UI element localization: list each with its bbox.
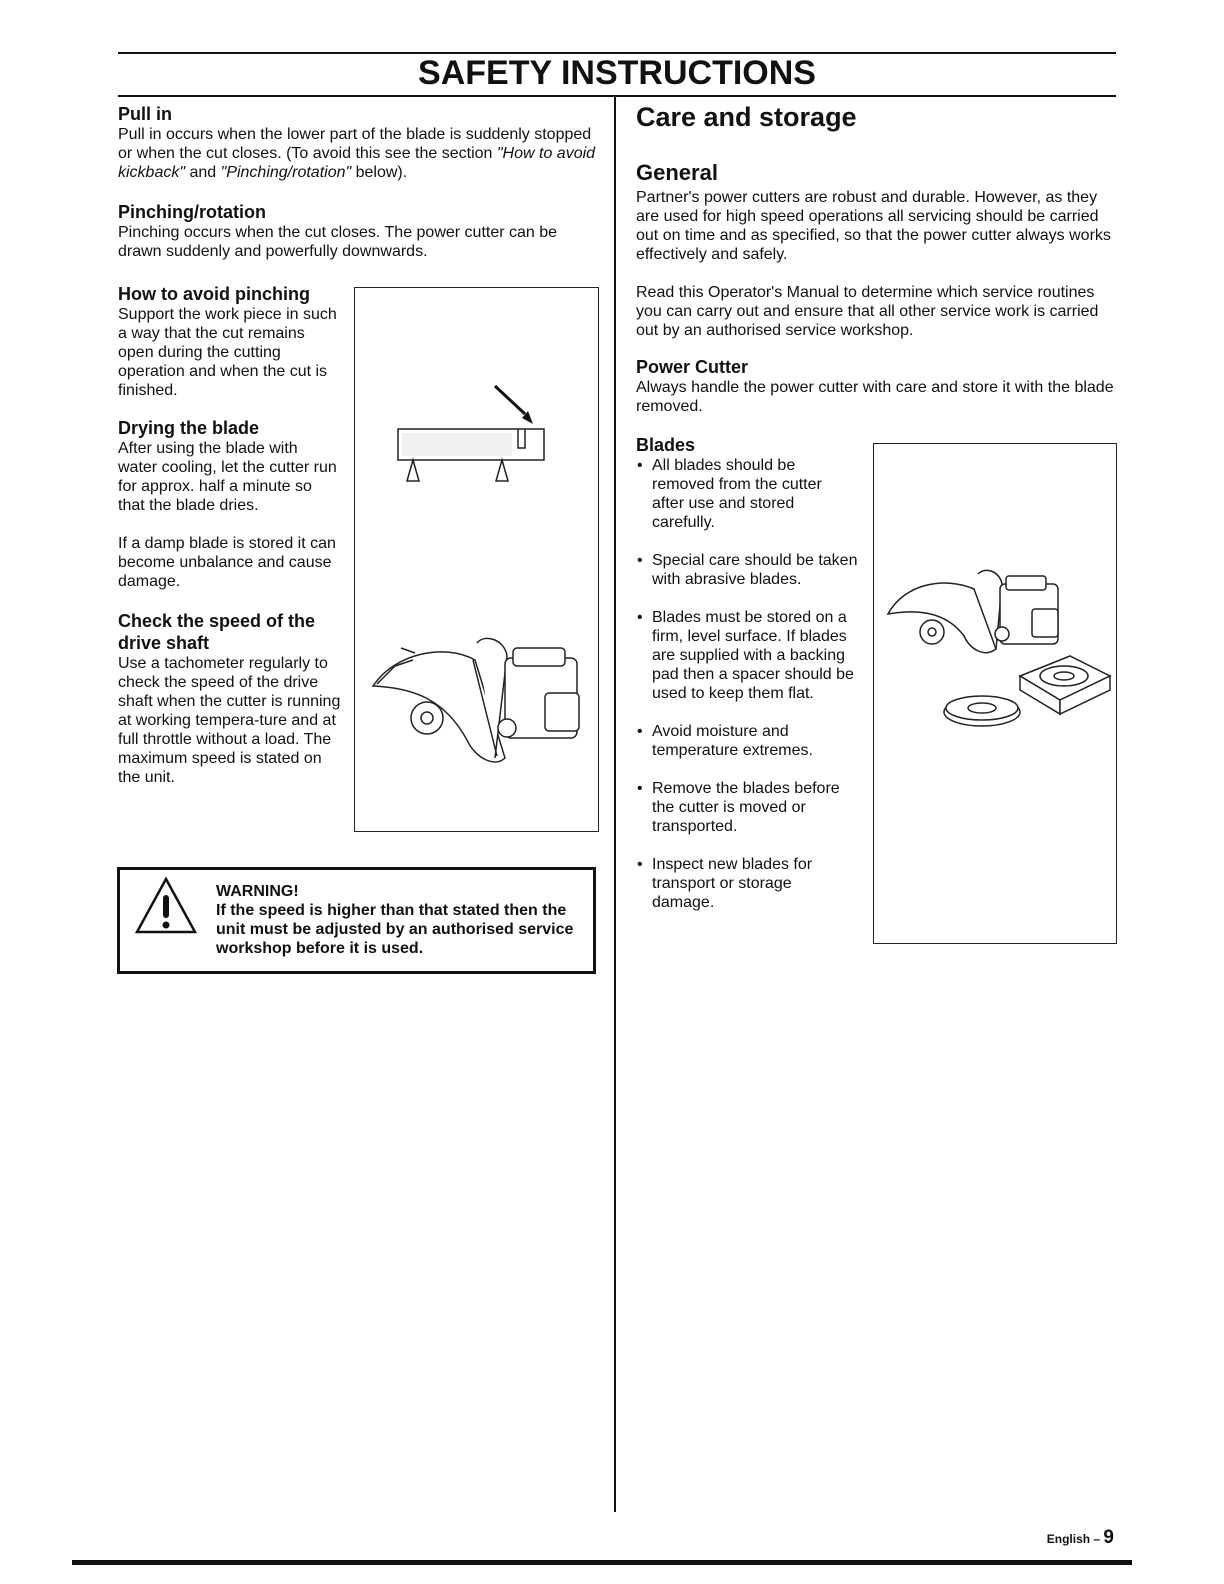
drying-text-1: After using the blade with water cooling, let the cutter run for approx. half a minute so that the blade dries. bbox=[118, 440, 337, 514]
blades-list-item: • Avoid moisture and temperature extremes. bbox=[637, 723, 813, 759]
section-drying bbox=[118, 418, 340, 591]
title-underline bbox=[118, 95, 1116, 97]
pinching-heading: Pinching/rotation bbox=[118, 202, 266, 222]
section-blades bbox=[636, 435, 858, 931]
section-avoid-pinching bbox=[118, 284, 340, 400]
warning-title: WARNING! bbox=[216, 883, 299, 900]
footer-dash: – bbox=[1090, 1532, 1104, 1546]
blades-heading: Blades bbox=[636, 435, 696, 455]
blades-list-item: • Remove the blades before the cutter is moved or transported. bbox=[637, 780, 840, 835]
section-pull-in bbox=[118, 104, 598, 182]
warning-box bbox=[117, 867, 596, 974]
power-cutter-heading: Power Cutter bbox=[636, 357, 749, 377]
drying-text-2: If a damp blade is stored it can become unbalance and cause damage. bbox=[118, 535, 336, 590]
drying-heading: Drying the blade bbox=[118, 418, 260, 438]
pinching-illustration bbox=[355, 288, 598, 831]
section-care-storage bbox=[636, 102, 1116, 133]
page-title: SAFETY INSTRUCTIONS bbox=[418, 54, 816, 92]
pull-in-text bbox=[118, 125, 598, 182]
section-general bbox=[636, 160, 1116, 340]
speed-heading: Check the speed of the drive shaft bbox=[118, 611, 316, 653]
pull-in-heading: Pull in bbox=[118, 104, 172, 124]
pull-in-ref-pinching: "Pinching/rotation" bbox=[220, 164, 352, 181]
blades-item-text: Inspect new blades for transport or storage damage. bbox=[652, 856, 813, 911]
general-heading: General bbox=[636, 160, 718, 185]
blades-item-text: Blades must be stored on a firm, level surface. If blades are supplied with a backing pad then a spacer should be used to keep them flat. bbox=[652, 609, 854, 702]
page-footer bbox=[1047, 1527, 1114, 1549]
illustration-box-left bbox=[354, 287, 599, 832]
section-speed bbox=[118, 610, 346, 787]
power-cutter-illustration bbox=[373, 638, 579, 762]
pull-in-ref-kickback: "How to avoid kickback" bbox=[118, 145, 596, 181]
blades-item-text: Avoid moisture and temperature extremes. bbox=[652, 723, 813, 759]
pinching-text: Pinching occurs when the cut closes. The power cutter can be drawn suddenly and powerfully downwards. bbox=[118, 224, 558, 260]
general-text-1: Partner's power cutters are robust and durable. However, as they are used for high speed operations all servicing should be carried out on time and as specified, so that the power cutter always works effectively and safely. bbox=[636, 189, 1111, 263]
general-text-2: Read this Operator's Manual to determine which service routines you can carry out and ensure that all other service work is carried out by an authorised service workshop. bbox=[636, 284, 1099, 339]
care-storage-heading: Care and storage bbox=[636, 102, 857, 132]
blades-list-item: • Inspect new blades for transport or storage damage. bbox=[637, 856, 813, 911]
page-number: 9 bbox=[1103, 1527, 1114, 1548]
section-power-cutter bbox=[636, 357, 1116, 416]
blades-list-item: • Special care should be taken with abrasive blades. bbox=[637, 552, 858, 588]
avoid-pinching-text: Support the work piece in such a way that the cut remains open during the cutting operation and when the cut is finished. bbox=[118, 306, 337, 399]
pull-in-text-and: and bbox=[185, 164, 221, 181]
power-cutter-text: Always handle the power cutter with care and store it with the blade removed. bbox=[636, 379, 1114, 415]
blades-item-text: Special care should be taken with abrasive blades. bbox=[652, 552, 858, 588]
avoid-pinching-heading: How to avoid pinching bbox=[118, 284, 310, 304]
pull-in-text-a: Pull in occurs when the lower part of the blade is suddenly stopped or when the cut closes. (To avoid this see the section bbox=[118, 126, 592, 162]
blade-storage-illustration bbox=[874, 444, 1116, 943]
column-divider bbox=[614, 97, 616, 1512]
blades-list-item: • Blades must be stored on a firm, level surface. If blades are supplied with a backing pad then a spacer should be used to keep them flat. bbox=[637, 609, 854, 702]
blades-list-item: • All blades should be removed from the cutter after use and stored carefully. bbox=[637, 457, 822, 531]
bottom-rule bbox=[72, 1560, 1132, 1565]
section-pinching bbox=[118, 202, 596, 261]
blades-item-text: All blades should be removed from the cutter after use and stored carefully. bbox=[652, 457, 822, 531]
pull-in-text-b: below). bbox=[351, 164, 408, 181]
warning-triangle-icon bbox=[134, 876, 198, 934]
illustration-box-right bbox=[873, 443, 1117, 944]
warning-text: If the speed is higher than that stated then the unit must be adjusted by an authorised service workshop before it is used. bbox=[216, 902, 574, 957]
blades-item-text: Remove the blades before the cutter is moved or transported. bbox=[652, 780, 840, 835]
warning-text-block bbox=[216, 882, 594, 958]
blades-list bbox=[636, 456, 858, 912]
footer-language: English bbox=[1046, 1532, 1091, 1546]
speed-text: Use a tachometer regularly to check the speed of the drive shaft when the cutter is running at working tempera-ture and at full throttle without a load. The maximum speed is stated on the unit. bbox=[118, 655, 341, 786]
